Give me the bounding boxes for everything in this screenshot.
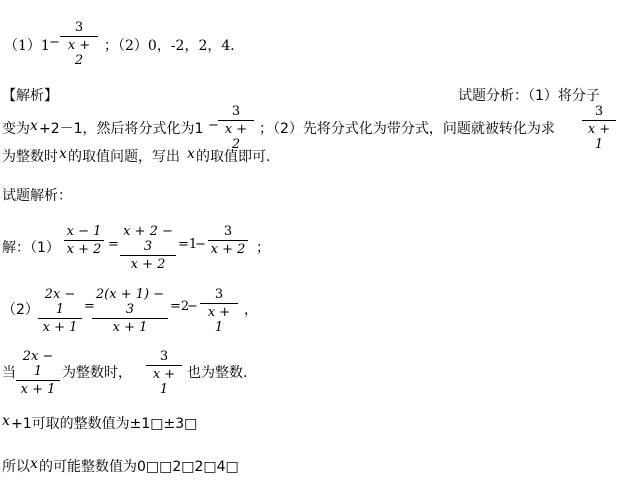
analysis-line3-a: 为整数时 (2, 149, 58, 165)
step2-equals-two: =2 (170, 299, 190, 314)
step5-so: 所以 (2, 459, 30, 475)
fraction-denominator: x + 1 (152, 367, 176, 397)
fraction-bar (200, 303, 238, 304)
step2-label: （2） (2, 302, 39, 318)
step2-fraction-2 (92, 287, 168, 335)
analysis-line2-a: 变为 (2, 121, 30, 137)
step2-fraction-3 (200, 287, 238, 335)
fraction-numerator: 2(x + 1) − 3 (95, 287, 165, 317)
fraction-denominator: x + 1 (20, 382, 56, 397)
step2-fraction-1 (38, 287, 82, 335)
fraction-numerator: x + 2 − 3 (123, 224, 173, 254)
step3-fraction-1 (16, 349, 60, 397)
fraction-denominator: x + 1 (112, 320, 148, 335)
fraction-denominator: x + 2 (210, 242, 246, 257)
fraction-denominator: x + 1 (587, 122, 611, 152)
fraction-denominator: x + 2 (224, 122, 248, 152)
step3-also-integer: 也为整数． (187, 365, 257, 381)
step3-when: 当 (2, 365, 16, 381)
fraction-bar (146, 365, 182, 366)
step1-fraction-3 (208, 224, 248, 257)
fraction-numerator: 3 (159, 349, 169, 364)
step5-var-x: x (30, 456, 38, 472)
step5-text: 的可能整数值为0□□2□2□4□ (39, 459, 239, 475)
solution-heading: 试题解析： (2, 188, 72, 204)
step3-is-integer: 为整数时， (62, 365, 132, 381)
step1-equals-one: =1 (178, 237, 198, 252)
fraction-numerator: 3 (214, 287, 224, 302)
step2-minus: − (187, 299, 198, 314)
step1-label: 解：（1） (2, 240, 60, 256)
analysis-var-x: x (187, 146, 195, 162)
fraction-bar (60, 36, 98, 37)
step1-minus: − (195, 237, 206, 252)
fraction-bar (64, 240, 104, 241)
step2-equals: = (84, 299, 95, 314)
analysis-var-x: x (30, 118, 38, 134)
answer-part2: ；（2）0，-2，2，4． (104, 38, 245, 54)
fraction-bar (92, 318, 168, 319)
analysis-var-x: x (59, 146, 67, 162)
fraction-denominator: x + 1 (207, 305, 231, 335)
step4-var-x: x (2, 413, 10, 429)
fraction-bar (16, 380, 60, 381)
step4-text: +1可取的整数值为±1□±3□ (11, 416, 198, 432)
fraction-denominator: x + 1 (42, 320, 78, 335)
fraction-numerator: x − 1 (66, 224, 102, 239)
fraction-bar (582, 120, 616, 121)
analysis-fraction-2 (582, 104, 616, 152)
step2-end: ， (244, 302, 258, 318)
fraction-numerator: 3 (594, 104, 604, 119)
fraction-numerator: 3 (223, 224, 233, 239)
answer-minus: − (49, 35, 60, 50)
fraction-numerator: 2x − 1 (44, 287, 76, 317)
fraction-bar (208, 240, 248, 241)
answer-fraction (60, 20, 98, 68)
fraction-numerator: 3 (231, 104, 241, 119)
step1-fraction-1 (64, 224, 104, 257)
analysis-heading: 【解析】 (2, 88, 58, 104)
step1-fraction-2 (120, 224, 176, 272)
fraction-numerator: 2x − 1 (22, 349, 54, 379)
analysis-line3-b: 的取值问题，写出 (68, 149, 180, 165)
fraction-bar (218, 120, 254, 121)
step3-fraction-2 (146, 349, 182, 397)
step1-equals: = (108, 237, 119, 252)
analysis-line2-c: ；（2）先将分式化为带分式，问题就被转化为求 (259, 121, 555, 137)
fraction-denominator: x + 2 (130, 257, 166, 272)
step1-end: ； (256, 240, 270, 256)
fraction-denominator: x + 2 (66, 242, 102, 257)
fraction-bar (120, 255, 176, 256)
analysis-fraction-1 (218, 104, 254, 152)
analysis-intro: 试题分析：（1）将分子 (458, 88, 600, 104)
analysis-minus: − (208, 118, 219, 133)
analysis-line3-c: 的取值即可. (196, 149, 271, 165)
answer-part1-label: （1）1 (4, 38, 50, 54)
fraction-denominator: x + 2 (67, 38, 91, 68)
fraction-bar (38, 318, 82, 319)
fraction-numerator: 3 (74, 20, 84, 35)
analysis-line2-b: +2－1，然后将分式化为1 (39, 121, 204, 137)
